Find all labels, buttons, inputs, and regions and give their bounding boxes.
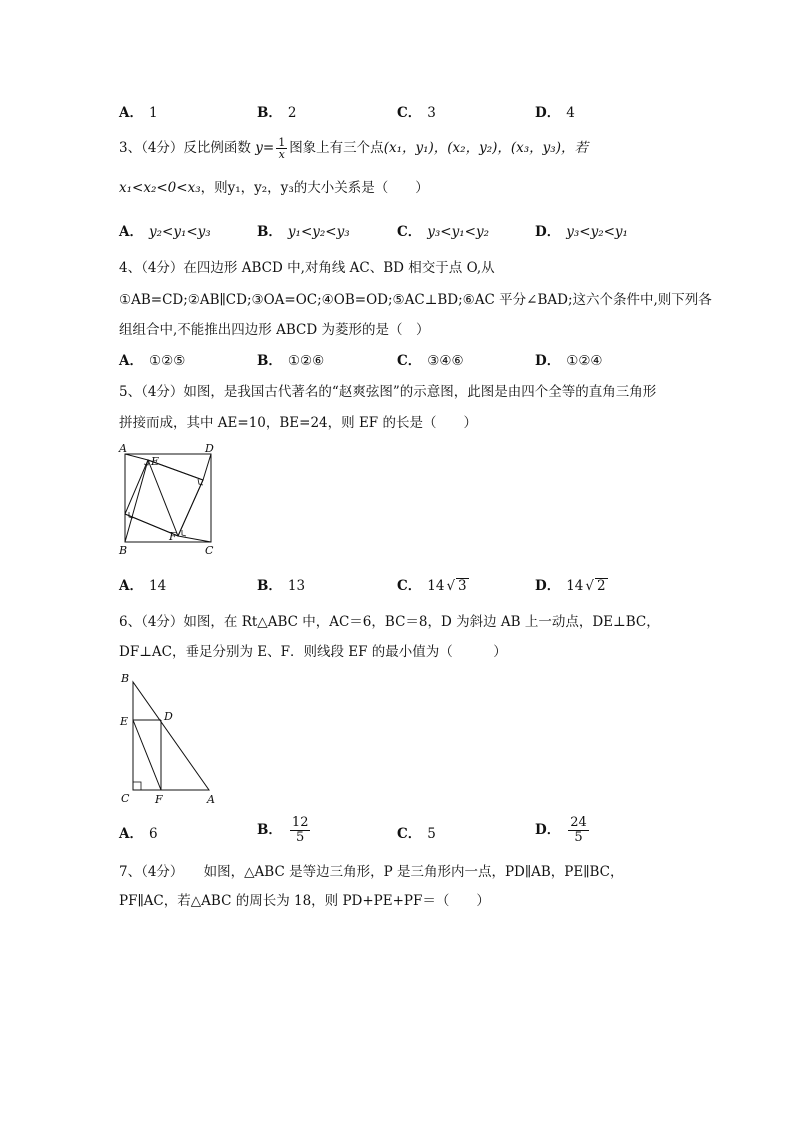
q2-option-b[interactable]: B． 2 — [257, 105, 297, 121]
line-ae — [125, 454, 148, 460]
q6-option-b[interactable]: B． $\frac{12}{5}$ — [257, 815, 309, 845]
label-b: B — [119, 544, 128, 557]
q5-option-c[interactable]: C． 14 √ 3 — [397, 578, 467, 594]
q5-stem-line1: 5、（4分）如图，是我国古代著名的“赵爽弦图”的示意图，此图是由四个全等的直角三角形 — [119, 384, 657, 400]
q6-stem-line2: DF⊥AC，垂足分别为 E、F．则线段 EF 的最小值为（ ） — [119, 644, 507, 660]
q6-option-c[interactable]: C． 5 — [397, 826, 436, 842]
right-angle-c — [133, 782, 141, 790]
q4-stem-line3: 组组合中,不能推出四边形 ABCD 为菱形的是（ ） — [119, 322, 430, 338]
q7-stem-line2: PF∥AC，若△ABC 的周长为 18，则 PD+PE+PF＝（ ） — [119, 893, 490, 909]
q6-option-a[interactable]: A． 6 — [119, 826, 158, 842]
right-triangle-figure — [115, 668, 227, 810]
q5-stem-line2: 拼接而成，其中 AE=10，BE=24，则 EF 的长是（ ） — [119, 415, 477, 431]
q2-option-a[interactable]: A． 1 — [119, 105, 158, 121]
label-e: E — [120, 715, 129, 728]
q7-stem-line1: 7、（4分） 如图，△ABC 是等边三角形，P 是三角形内一点，PD∥AB，PE∥BC， — [119, 864, 624, 880]
label-d: D — [164, 710, 173, 723]
label-a: A — [207, 793, 215, 806]
q3-stem-line1: 3、（4分）反比例函数 y= $\frac{1}{x}$ 图象上有三个点(x₁，y₁)，(x₂，y₂)，(x₃，y₃)，若 — [119, 136, 588, 161]
q4-option-b[interactable]: B． ①②⑥ — [257, 353, 325, 369]
label-e: E — [151, 455, 160, 468]
label-c: C — [205, 544, 214, 557]
q3-stem-line2: x₁<x₂<0<x₃，则y₁，y₂，y₃的大小关系是（ ） — [119, 180, 429, 196]
line-c-f — [178, 536, 211, 542]
q2-option-d[interactable]: D． 4 — [535, 105, 575, 121]
inner-square — [125, 460, 203, 536]
label-a: A — [119, 442, 127, 455]
q5-option-a[interactable]: A． 14 — [119, 578, 167, 594]
q4-stem-line1: 4、（4分）在四边形 ABCD 中,对角线 AC、BD 相交于点 O,从 — [119, 260, 495, 276]
q3-option-b[interactable]: B． y₁<y₂<y₃ — [257, 224, 350, 240]
q6-option-d[interactable]: D． $\frac{24}{5}$ — [535, 815, 587, 845]
q5-option-b[interactable]: B． 13 — [257, 578, 306, 594]
zhao-shuang-figure — [115, 440, 225, 560]
q4-option-d[interactable]: D． ①②④ — [535, 353, 603, 369]
q4-stem-line2: ①AB=CD;②AB∥CD;③OA=OC;④OB=OD;⑤AC⊥BD;⑥AC 平分∠BAD;这六个条件中,则下列各 — [119, 292, 712, 308]
q3-option-c[interactable]: C． y₃<y₁<y₂ — [397, 224, 489, 240]
line-ef — [148, 460, 178, 536]
label-b: B — [121, 672, 130, 685]
q2-option-c[interactable]: C． 3 — [397, 105, 436, 121]
q3-fraction: $\frac{1}{x}$ — [278, 136, 286, 161]
q5-option-d[interactable]: D． 14 √ 2 — [535, 578, 606, 594]
q6-stem-line1: 6、（4分）如图，在 Rt△ABC 中，AC＝6，BC＝8，D 为斜边 AB 上一动点，DE⊥BC， — [119, 614, 660, 630]
line-f-inner — [178, 480, 203, 536]
line-d-inner — [203, 454, 211, 480]
label-f: F — [155, 793, 163, 806]
line-ef — [133, 720, 161, 790]
q4-option-c[interactable]: C． ③④⑥ — [397, 353, 464, 369]
triangle-abc — [133, 682, 209, 790]
q4-option-a[interactable]: A． ①②⑤ — [119, 353, 186, 369]
label-d: D — [205, 442, 214, 455]
line-eb — [125, 460, 148, 542]
label-c: C — [121, 792, 130, 805]
q3-option-a[interactable]: A． y₂<y₁<y₃ — [119, 224, 211, 240]
right-angle-f — [182, 530, 186, 536]
q3-option-d[interactable]: D． y₃<y₂<y₁ — [535, 224, 628, 240]
label-f: F — [169, 530, 177, 543]
